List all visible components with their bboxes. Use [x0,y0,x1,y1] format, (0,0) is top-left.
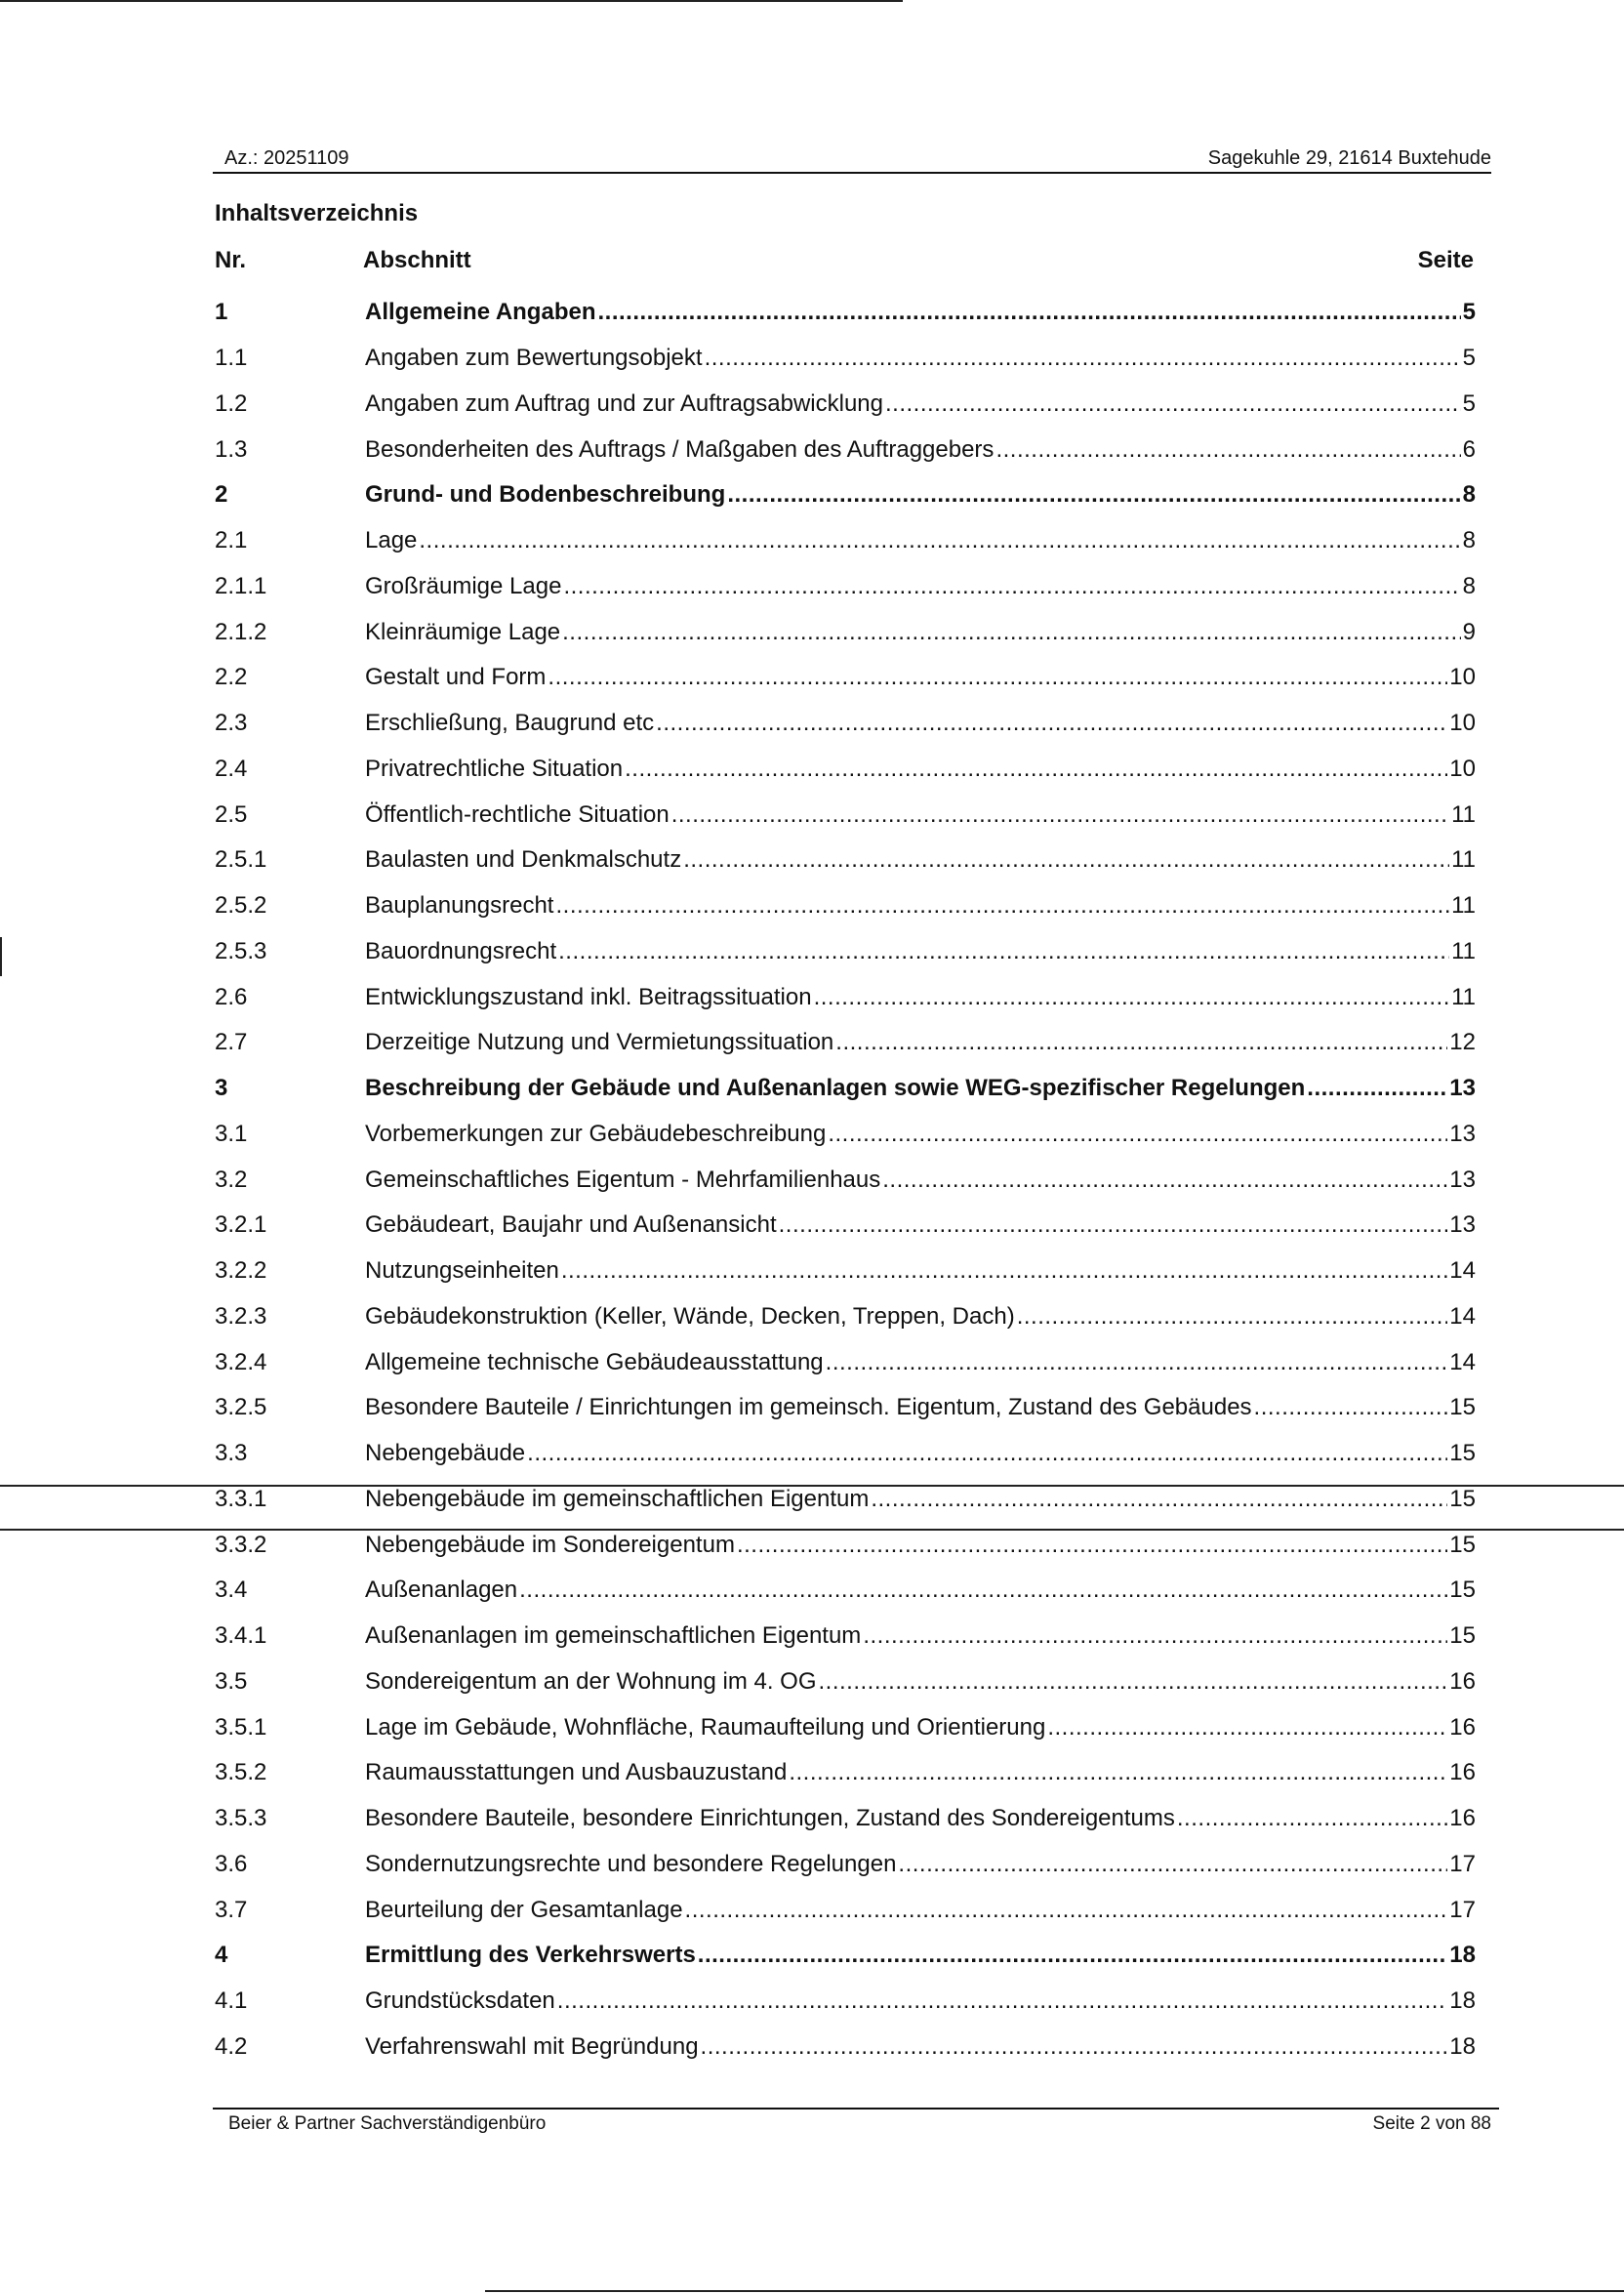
toc-entry-page: 12 [1449,1029,1476,1056]
toc-entry-page: 8 [1462,572,1476,599]
toc-entry-title: Allgemeine Angaben [365,299,596,326]
toc-entry-line [365,892,1476,920]
toc-entry-line [365,1805,1476,1832]
toc-dot-leader [1017,1303,1448,1331]
toc-entry-title: Kleinräumige Lage [365,618,561,645]
toc-dot-leader [419,527,1460,554]
toc-dot-leader [814,984,1450,1011]
toc-entry-title: Gemeinschaftliches Eigentum - Mehrfamilienhaus [365,1166,881,1193]
toc-entry-number: 3.6 [215,1850,248,1877]
toc-entry-line [365,1257,1476,1285]
toc-entry[interactable] [215,1477,1476,1523]
toc-entry-number: 3.2 [215,1166,248,1193]
toc-entry[interactable] [215,290,1476,336]
toc-entry-title: Sondereigentum an der Wohnung im 4. OG [365,1667,817,1695]
toc-entry-number: 2.5 [215,800,248,828]
toc-entry-title: Angaben zum Bewertungsobjekt [365,345,703,372]
toc-entry[interactable] [215,336,1476,382]
toc-entry-title: Grundstücksdaten [365,1987,555,2015]
toc-dot-leader [683,846,1449,874]
toc-entry-title: Entwicklungszustand inkl. Beitragssituation [365,983,812,1010]
toc-entry-title: Angaben zum Auftrag und zur Auftragsabwicklung [365,389,883,417]
toc-entry[interactable] [215,427,1476,472]
toc-entry-number: 3.5.2 [215,1759,267,1786]
column-header-section: Abschnitt [363,247,471,273]
toc-entry-page: 13 [1449,1166,1476,1193]
toc-dot-leader [1307,1075,1447,1102]
toc-entry-page: 15 [1449,1485,1476,1512]
toc-entry-line [365,1759,1476,1786]
toc-dot-leader [779,1211,1448,1239]
toc-dot-leader [1047,1714,1447,1741]
toc-entry-page: 9 [1462,618,1476,645]
toc-entry[interactable] [215,2025,1476,2070]
toc-dot-leader [625,756,1447,783]
toc-entry-page: 17 [1449,1850,1476,1877]
toc-entry-number: 3.3 [215,1440,248,1467]
toc-entry-title: Gebäudeart, Baujahr und Außenansicht [365,1211,777,1239]
toc-entry[interactable] [215,1979,1476,2025]
scan-artifact-line-top [0,0,903,2]
toc-entry-line [365,1075,1476,1102]
toc-entry-page: 11 [1451,800,1476,828]
toc-dot-leader [557,1987,1448,2015]
toc-dot-leader [527,1440,1447,1467]
toc-entry-number: 3.5.1 [215,1713,267,1741]
toc-entry-number: 2.5.1 [215,846,267,874]
toc-entry-line [365,527,1476,554]
toc-entry-line [365,1211,1476,1239]
toc-entry-page: 11 [1451,892,1476,920]
toc-dot-leader [898,1851,1447,1878]
toc-dot-leader [826,1349,1448,1376]
toc-entry-line [365,1167,1476,1194]
toc-list [215,290,1476,2069]
toc-entry-line [365,2033,1476,2061]
toc-entry-number: 2 [215,481,228,509]
toc-entry-line [365,1029,1476,1056]
toc-entry-page: 17 [1449,1896,1476,1923]
toc-dot-leader [561,1257,1447,1285]
toc-entry[interactable] [215,1933,1476,1979]
toc-entry-line [365,619,1476,646]
toc-entry-title: Besondere Bauteile / Einrichtungen im gemeinsch. Eigentum, Zustand des Gebäudes [365,1394,1252,1421]
toc-dot-leader [698,1942,1448,1969]
toc-entry-page: 18 [1449,2032,1476,2060]
toc-entry-line [365,345,1476,372]
toc-entry[interactable] [215,1431,1476,1477]
toc-entry-line [365,1394,1476,1421]
toc-entry-line [365,481,1476,509]
toc-entry-title: Großräumige Lage [365,572,562,599]
toc-entry-line [365,436,1476,464]
toc-entry[interactable] [215,655,1476,701]
toc-entry-page: 10 [1449,755,1476,782]
toc-title: Inhaltsverzeichnis [215,200,419,226]
toc-entry-number: 2.7 [215,1029,248,1056]
toc-entry[interactable] [215,1522,1476,1568]
toc-entry-line [365,1532,1476,1559]
toc-entry-title: Lage [365,527,418,554]
toc-entry-number: 1.2 [215,389,248,417]
toc-entry-line [365,1121,1476,1148]
toc-entry-title: Außenanlagen im gemeinschaftlichen Eigentum [365,1622,862,1650]
toc-entry-page: 18 [1449,1987,1476,2015]
toc-entry-line [365,1714,1476,1741]
toc-entry-line [365,1987,1476,2015]
toc-entry-line [365,664,1476,691]
page-number: Seite 2 von 88 [1372,2113,1491,2134]
toc-entry-page: 16 [1449,1759,1476,1786]
column-header-nr: Nr. [215,247,247,273]
toc-entry[interactable] [215,701,1476,747]
toc-dot-leader [1177,1805,1447,1832]
toc-entry-number: 3.4.1 [215,1622,267,1650]
toc-entry-page: 14 [1449,1302,1476,1330]
toc-entry[interactable] [215,472,1476,518]
toc-entry[interactable] [215,1249,1476,1294]
toc-dot-leader [789,1759,1447,1786]
toc-entry-page: 15 [1449,1440,1476,1467]
property-address: Sagekuhle 29, 21614 Buxtehude [1207,147,1491,169]
toc-entry-title: Derzeitige Nutzung und Vermietungssituation [365,1029,834,1056]
toc-dot-leader [819,1668,1448,1696]
toc-entry[interactable] [215,1020,1476,1066]
toc-entry-number: 3.3.1 [215,1485,267,1512]
column-header-page: Seite [1417,247,1474,273]
toc-entry[interactable] [215,1157,1476,1203]
toc-entry[interactable] [215,1203,1476,1249]
toc-entry[interactable] [215,974,1476,1020]
toc-dot-leader [685,1897,1448,1924]
toc-entry-number: 2.5.3 [215,937,267,964]
toc-entry-title: Bauplanungsrecht [365,892,554,920]
toc-entry-page: 16 [1449,1805,1476,1832]
toc-entry-number: 2.4 [215,755,248,782]
toc-entry-number: 3.2.2 [215,1257,267,1285]
toc-entry-number: 2.2 [215,664,248,691]
toc-entry-number: 3.7 [215,1896,248,1923]
toc-entry[interactable] [215,1066,1476,1112]
toc-entry-line [365,846,1476,874]
toc-entry-title: Erschließung, Baugrund etc [365,710,655,737]
toc-dot-leader [835,1029,1447,1056]
toc-entry-line [365,390,1476,418]
toc-entry-line [365,801,1476,829]
toc-entry-page: 5 [1462,345,1476,372]
toc-entry-page: 13 [1449,1075,1476,1102]
toc-entry-title: Ermittlung des Verkehrswerts [365,1942,696,1969]
toc-entry[interactable] [215,609,1476,655]
toc-entry-title: Beurteilung der Gesamtanlage [365,1896,683,1923]
toc-entry-number: 1 [215,299,228,326]
toc-entry-title: Nebengebäude im Sondereigentum [365,1531,735,1558]
toc-entry-line [365,1942,1476,1969]
toc-entry[interactable] [215,1385,1476,1431]
toc-entry[interactable] [215,1659,1476,1705]
toc-entry-number: 2.6 [215,983,248,1010]
toc-entry-page: 8 [1462,481,1476,509]
toc-entry-line [365,1303,1476,1331]
toc-entry-line [365,1851,1476,1878]
company-name: Beier & Partner Sachverständigenbüro [228,2113,547,2134]
toc-entry[interactable] [215,1112,1476,1158]
toc-entry-title: Nebengebäude [365,1440,526,1467]
toc-entry-page: 13 [1449,1120,1476,1147]
toc-dot-leader [995,436,1460,464]
toc-entry-title: Außenanlagen [365,1577,518,1604]
page-footer [213,2108,1499,2134]
toc-entry-number: 3.2.1 [215,1211,267,1239]
toc-entry-number: 2.1 [215,527,248,554]
toc-entry-number: 4.2 [215,2032,248,2060]
toc-dot-leader [1254,1394,1448,1421]
toc-entry-number: 2.5.2 [215,892,267,920]
toc-entry-number: 4 [215,1942,228,1969]
toc-entry-line [365,984,1476,1011]
toc-entry-line [365,1668,1476,1696]
toc-entry-title: Lage im Gebäude, Wohnfläche, Raumaufteilung und Orientierung [365,1713,1046,1741]
toc-entry-page: 5 [1462,389,1476,417]
toc-entry-page: 10 [1449,664,1476,691]
toc-dot-leader [705,345,1461,372]
toc-entry-title: Öffentlich-rechtliche Situation [365,800,670,828]
toc-entry-number: 3.4 [215,1577,248,1604]
toc-entry-line [365,299,1476,326]
toc-entry-title: Sondernutzungsrechte und besondere Regelungen [365,1850,897,1877]
toc-entry-page: 15 [1449,1531,1476,1558]
toc-entry-title: Grund- und Bodenbeschreibung [365,481,726,509]
toc-entry-page: 5 [1462,299,1476,326]
toc-entry-page: 8 [1462,527,1476,554]
toc-entry[interactable] [215,382,1476,428]
toc-entry-line [365,1622,1476,1650]
toc-entry-number: 2.3 [215,710,248,737]
toc-entry-line [365,1577,1476,1604]
toc-entry[interactable] [215,1750,1476,1796]
toc-entry-page: 11 [1451,846,1476,874]
toc-entry-title: Gestalt und Form [365,664,547,691]
toc-entry-number: 1.1 [215,345,248,372]
toc-entry-line [365,573,1476,600]
toc-entry[interactable] [215,1568,1476,1614]
toc-dot-leader [558,938,1449,965]
toc-dot-leader [562,619,1461,646]
toc-entry-number: 2.1.2 [215,618,267,645]
toc-entry-page: 6 [1462,435,1476,463]
toc-entry-title: Besonderheiten des Auftrags / Maßgaben des Auftraggebers [365,435,995,463]
toc-entry-page: 16 [1449,1667,1476,1695]
toc-entry-number: 4.1 [215,1987,248,2015]
toc-dot-leader [563,573,1460,600]
toc-entry-line [365,1440,1476,1467]
toc-entry-number: 3.1 [215,1120,248,1147]
toc-dot-leader [885,390,1461,418]
toc-entry[interactable] [215,1339,1476,1385]
toc-entry-number: 1.3 [215,435,248,463]
toc-entry[interactable] [215,929,1476,975]
toc-entry-number: 3.2.4 [215,1348,267,1375]
toc-entry[interactable] [215,792,1476,838]
toc-entry-page: 10 [1449,710,1476,737]
toc-dot-leader [671,801,1449,829]
toc-entry-line [365,710,1476,737]
toc-entry-line [365,1897,1476,1924]
file-reference: Az.: 20251109 [224,147,349,169]
toc-entry-line [365,756,1476,783]
toc-entry-title: Bauordnungsrecht [365,937,557,964]
toc-entry-line [365,938,1476,965]
toc-entry-page: 13 [1449,1211,1476,1239]
toc-entry-line [365,1486,1476,1513]
toc-entry-number: 3.2.3 [215,1302,267,1330]
toc-entry-number: 3.3.2 [215,1531,267,1558]
toc-entry[interactable] [215,1887,1476,1933]
toc-dot-leader [597,299,1460,326]
toc-entry[interactable] [215,838,1476,883]
toc-entry-number: 3 [215,1075,228,1102]
toc-dot-leader [727,481,1460,509]
toc-dot-leader [656,710,1447,737]
toc-entry-title: Nutzungseinheiten [365,1257,559,1285]
toc-entry-page: 16 [1449,1713,1476,1741]
toc-entry-number: 3.5 [215,1667,248,1695]
toc-entry-title: Privatrechtliche Situation [365,755,624,782]
toc-entry-page: 15 [1449,1577,1476,1604]
toc-entry-number: 3.5.3 [215,1805,267,1832]
toc-dot-leader [548,664,1447,691]
toc-dot-leader [882,1167,1447,1194]
toc-entry-title: Verfahrenswahl mit Begründung [365,2032,699,2060]
toc-entry-page: 14 [1449,1257,1476,1285]
toc-dot-leader [871,1486,1447,1513]
toc-entry-title: Vorbemerkungen zur Gebäudebeschreibung [365,1120,827,1147]
toc-entry-title: Nebengebäude im gemeinschaftlichen Eigentum [365,1485,870,1512]
toc-dot-leader [555,892,1449,920]
toc-entry-page: 15 [1449,1622,1476,1650]
toc-entry-page: 14 [1449,1348,1476,1375]
toc-entry-title: Besondere Bauteile, besondere Einrichtungen, Zustand des Sondereigentums [365,1805,1175,1832]
toc-dot-leader [701,2033,1448,2061]
page-header [213,144,1491,174]
toc-entry-title: Gebäudekonstruktion (Keller, Wände, Decken, Treppen, Dach) [365,1302,1015,1330]
toc-entry-page: 18 [1449,1942,1476,1969]
toc-entry-number: 2.1.1 [215,572,267,599]
toc-entry-title: Beschreibung der Gebäude und Außenanlagen sowie WEG-spezifischer Regelungen [365,1075,1306,1102]
toc-entry[interactable] [215,1796,1476,1842]
toc-entry-page: 11 [1451,983,1476,1010]
toc-entry[interactable] [215,518,1476,564]
toc-entry[interactable] [215,747,1476,793]
toc-entry-page: 11 [1451,937,1476,964]
toc-entry[interactable] [215,1842,1476,1888]
toc-dot-leader [863,1622,1447,1650]
toc-entry-number: 3.2.5 [215,1394,267,1421]
toc-dot-leader [519,1577,1447,1604]
toc-dot-leader [737,1532,1447,1559]
toc-entry[interactable] [215,1704,1476,1750]
scan-artifact-line-left [0,937,2,976]
toc-entry[interactable] [215,1294,1476,1340]
toc-entry[interactable] [215,883,1476,929]
toc-entry[interactable] [215,564,1476,610]
toc-entry-line [365,1349,1476,1376]
scan-artifact-line-bottom [485,2290,1624,2292]
toc-entry[interactable] [215,1614,1476,1659]
toc-entry-title: Baulasten und Denkmalschutz [365,846,682,874]
toc-entry-title: Allgemeine technische Gebäudeausstattung [365,1348,824,1375]
toc-entry-page: 15 [1449,1394,1476,1421]
toc-dot-leader [828,1121,1447,1148]
toc-entry-title: Raumausstattungen und Ausbauzustand [365,1759,788,1786]
